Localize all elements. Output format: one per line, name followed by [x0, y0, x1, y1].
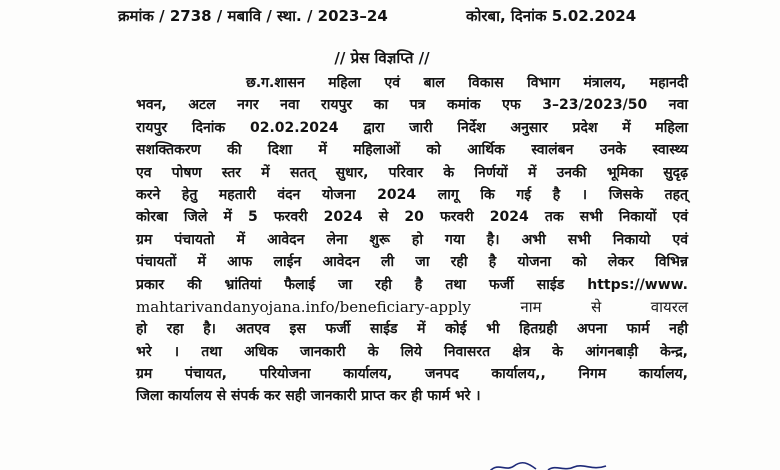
body-line: प्रकार की भ्रांतियां फैलाई जा रही है तथा फर्जी साईड https://www.	[136, 276, 688, 293]
body-line: ग्रम पंचायतो में आवेदन लेना शुरू हो गया है। अभी सभी निकायो एवं	[136, 231, 688, 248]
body-line: ग्रम पंचायत, परियोजना कार्यालय, जनपद कार्यालय,, निगम कार्यालय,	[136, 366, 688, 383]
press-release-title	[0, 48, 780, 68]
place-and-date: कोरबा, दिनांक 5.02.2024	[466, 7, 637, 25]
body-line: जिला कार्यालय से संपर्क कर सही जानकारी प्राप्त कर ही फार्म भरे ।	[136, 388, 481, 405]
body-line: हो रहा है। अतएव इस फर्जी साईड में कोई भी हितग्रही अपना फार्म नही	[136, 321, 688, 338]
body-line: छ.ग.शासन महिला एवं बाल विकास विभाग मंत्रालय, महानदी	[246, 75, 688, 91]
body-line: भरे । तथा अधिक जानकारी के लिये निवासरत क्षेत्र के आंगनबाड़ी केन्द्र,	[136, 343, 688, 360]
signature-mark	[488, 460, 638, 470]
press-release-title-text: // प्रेस विज्ञप्ति //	[334, 49, 430, 67]
body-line: एव पोषण स्तर में सतत् सुधार, परिवार के निर्णयों में उनकी भूमिका सुदृढ़	[136, 164, 688, 181]
press-release-body	[136, 72, 688, 408]
body-line: कोरबा जिले में 5 फरवरी 2024 से 20 फरवरी 2024 तक सभी निकायों एवं	[136, 209, 688, 226]
body-line: करने हेतु महतारी वंदन योजना 2024 लागू कि गई है । जिसके तहत्	[136, 186, 688, 203]
body-line: पंचायतों में आफ लाईन आवेदन ली जा रही है योजना को लेकर विभिन्न	[136, 254, 688, 271]
reference-number: क्रमांक / 2738 / मबावि / स्था. / 2023–24	[118, 7, 388, 25]
body-line: सशक्तिकरण की दिशा में महिलाओं को आर्थिक स्वालंबन उनके स्वास्थ्य	[136, 142, 688, 159]
body-line: रायपुर दिनांक 02.02.2024 द्वारा जारी निर्देश अनुसार प्रदेश में महिला	[136, 119, 688, 136]
body-line: भवन, अटल नगर नवा रायपुर का पत्र कमांक एफ 3–23/2023/50 नवा	[136, 97, 688, 114]
body-line-url: mahtarivandanyojana.info/beneficiary-apply नाम से वायरल	[136, 297, 688, 316]
